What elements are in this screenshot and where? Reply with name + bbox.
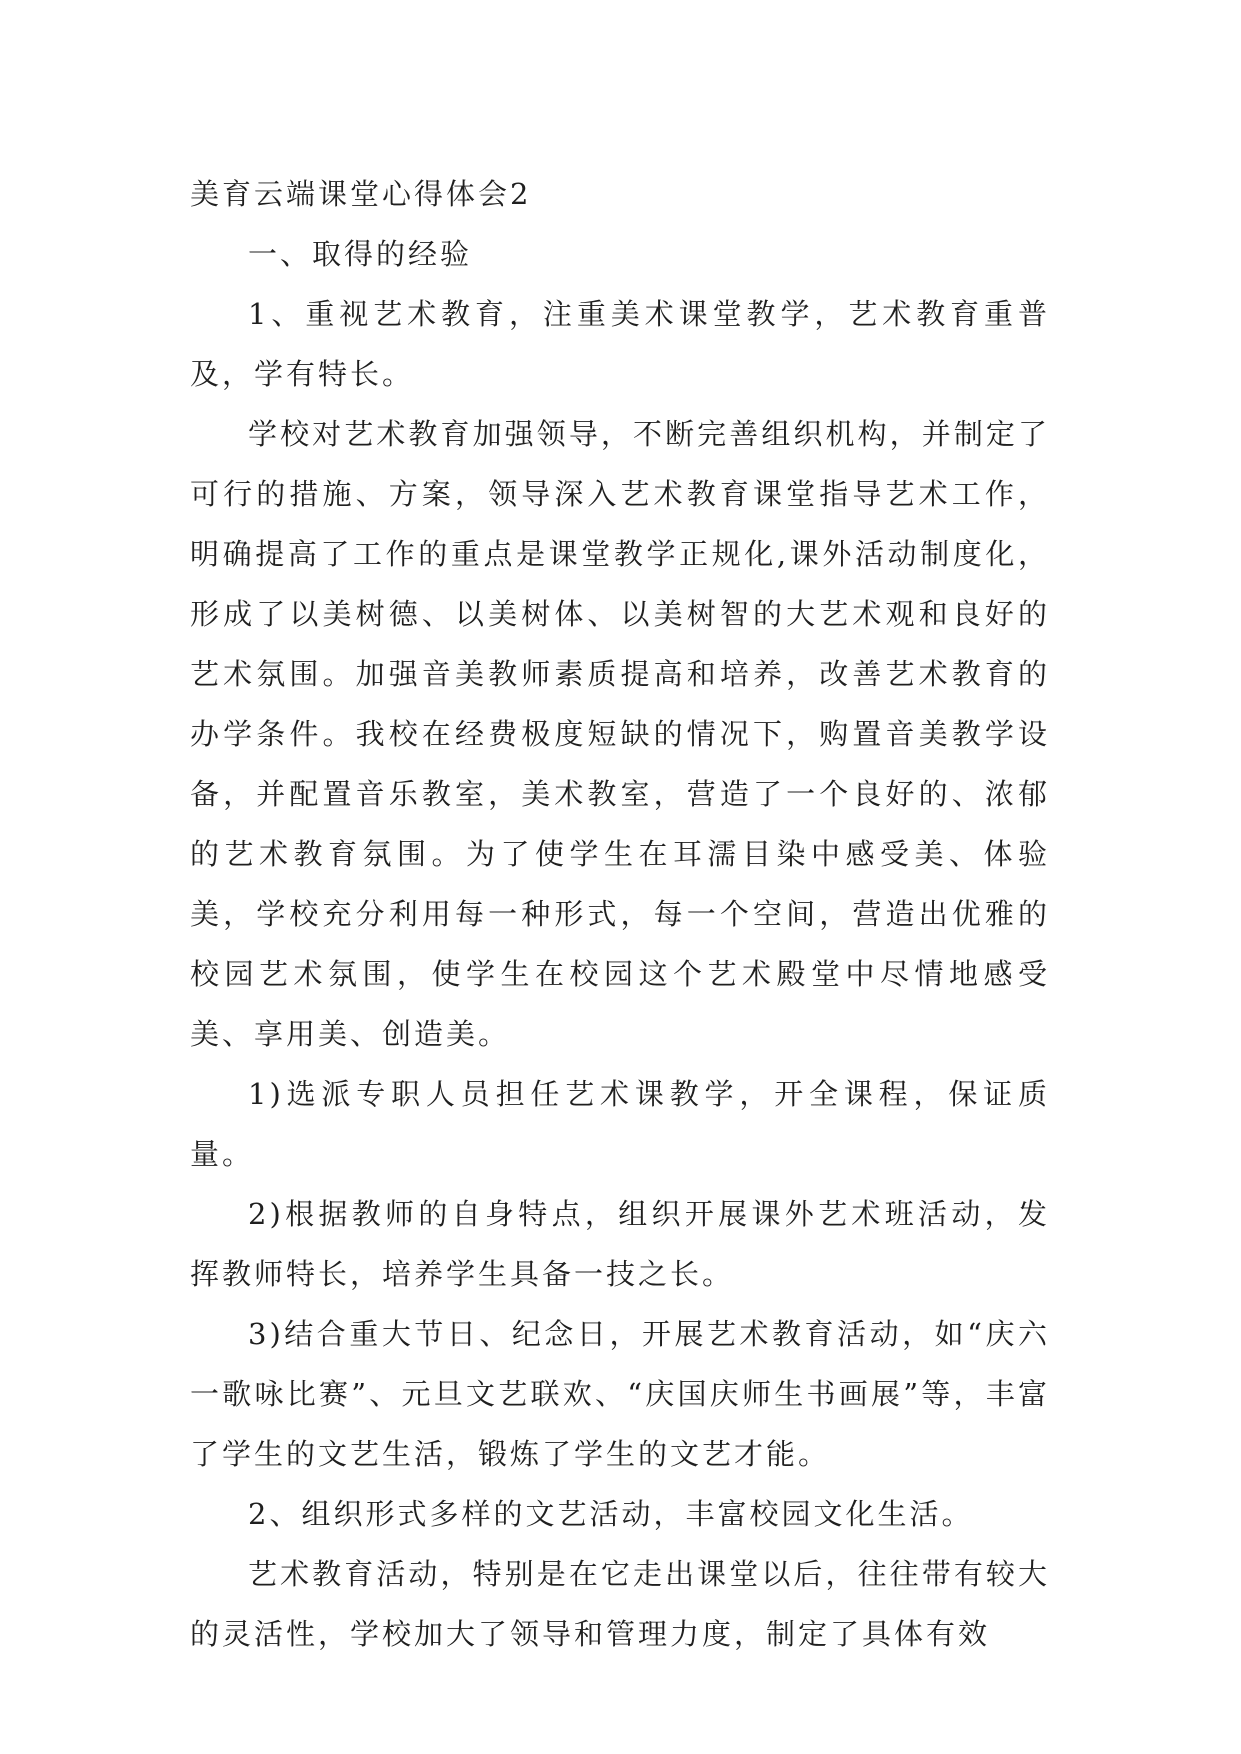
- list-item-2: 2)根据教师的自身特点，组织开展课外艺术班活动，发挥教师特长，培养学生具备一技之长。: [190, 1197, 1050, 1291]
- document-body: [190, 164, 1050, 1664]
- list-item-1: 1)选派专职人员担任艺术课教学，开全课程，保证质量。: [190, 1077, 1050, 1171]
- document-title: 美育云端课堂心得体会2: [190, 177, 532, 211]
- point-2-heading: 2、组织形式多样的文艺活动，丰富校园文化生活。: [248, 1497, 974, 1531]
- section-heading-experience: 一、取得的经验: [248, 237, 473, 271]
- paragraph-art-education: 学校对艺术教育加强领导，不断完善组织机构，并制定了可行的措施、方案，领导深入艺术教育课堂指导艺术工作，明确提高了工作的重点是课堂教学正规化,课外活动制度化，形成了以美树德、以美树体、以美树智的大艺术观和良好的艺术氛围。加强音美教师素质提高和培养，改善艺术教育的办学条件。我校在经费极度短缺的情况下，购置音美教学设备，并配置音乐教室，美术教室，营造了一个良好的、浓郁的艺术教育氛围。为了使学生在耳濡目染中感受美、体验美，学校充分利用每一种形式，每一个空间，营造出优雅的校园艺术氛围，使学生在校园这个艺术殿堂中尽情地感受美、享用美、创造美。: [190, 417, 1050, 1051]
- list-item-3: 3)结合重大节日、纪念日，开展艺术教育活动，如“庆六一歌咏比赛”、元旦文艺联欢、“庆国庆师生书画展”等，丰富了学生的文艺生活，锻炼了学生的文艺才能。: [190, 1317, 1050, 1471]
- paragraph-activities: 艺术教育活动，特别是在它走出课堂以后，往往带有较大的灵活性，学校加大了领导和管理力度，制定了具体有效: [190, 1557, 1050, 1651]
- point-1-heading: 1、重视艺术教育，注重美术课堂教学，艺术教育重普及，学有特长。: [190, 297, 1050, 391]
